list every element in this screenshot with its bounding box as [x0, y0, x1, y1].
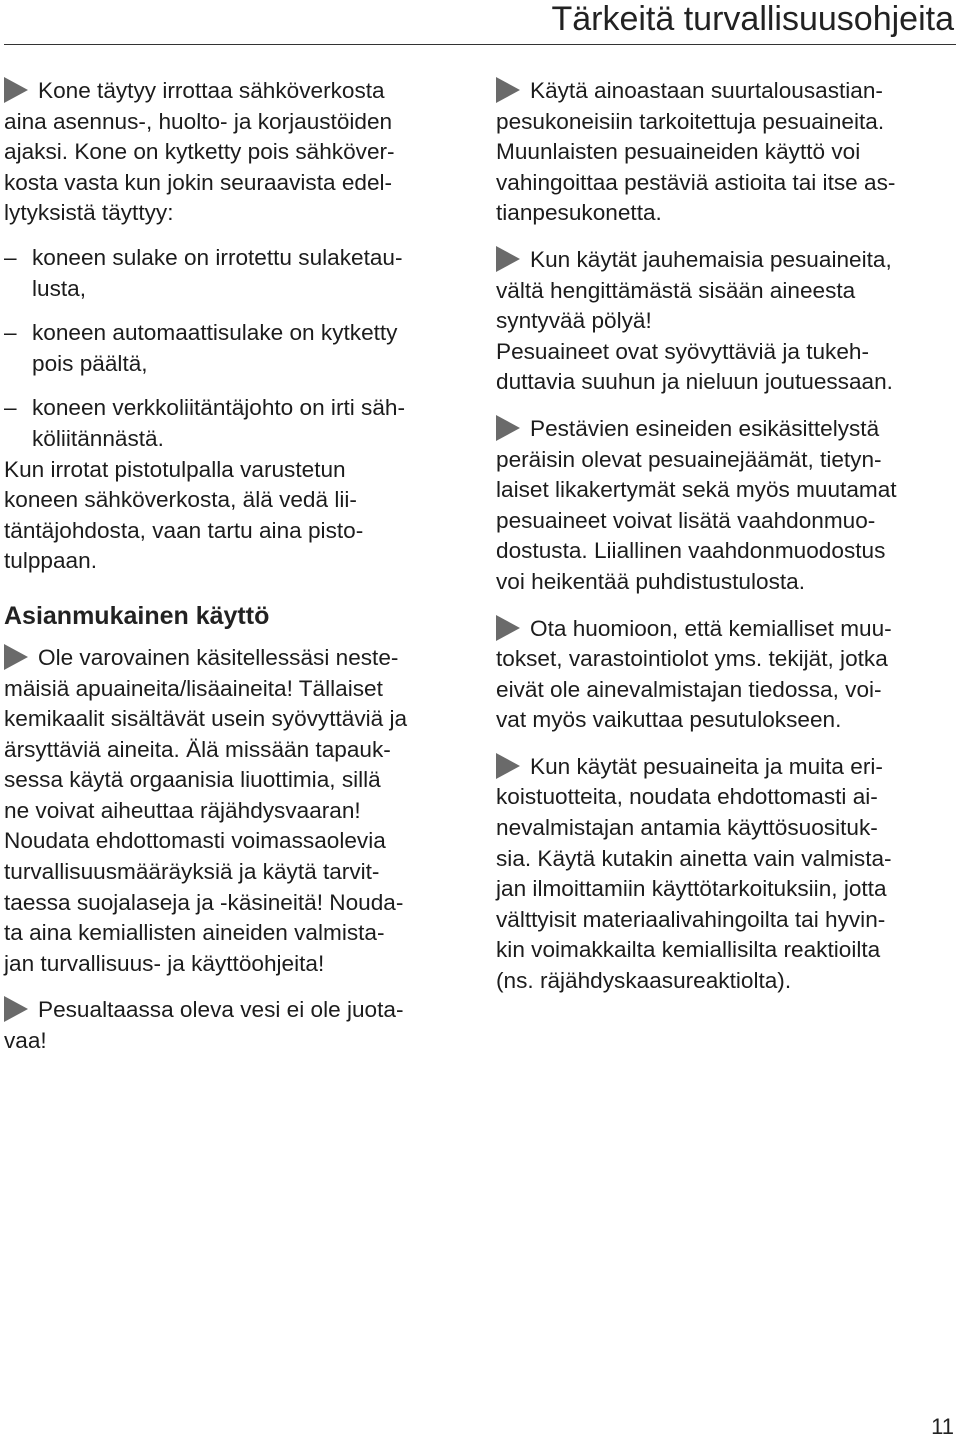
spacer — [4, 979, 466, 995]
dash-marker: – — [4, 244, 17, 270]
list-item-text: koneen automaattisulake on kytketty pois päältä, — [32, 320, 398, 376]
paragraph-water — [4, 995, 466, 1056]
paragraph-chemicals — [4, 643, 466, 980]
page-title: Tärkeitä turvallisuusohjeita — [551, 0, 954, 38]
paragraph-detergents — [496, 76, 958, 229]
list-item-text: koneen verkkoliitäntäjohto on irti säh- köliitännästä. — [32, 395, 406, 451]
right-column — [496, 76, 958, 997]
spacer — [496, 229, 958, 245]
arrow-right-triangle-icon — [4, 77, 28, 103]
arrow-right-triangle-icon — [4, 644, 28, 670]
paragraph-disconnect — [4, 76, 466, 229]
arrow-right-triangle-icon — [496, 615, 520, 641]
list-item — [4, 243, 466, 304]
paragraph-powder — [496, 245, 958, 337]
list-item-text: koneen sulake on irrotettu sulaketau- lusta, — [32, 244, 403, 301]
spacer — [496, 736, 958, 752]
spacer — [496, 398, 958, 414]
header-divider — [4, 44, 956, 45]
section-heading: Asianmukainen käyttö — [4, 601, 270, 630]
paragraph-foam — [496, 414, 958, 598]
powder-text: Kun käytät jauhemaisia pesuaineita, vältä hengittämästä sisään aineesta syntyvää pölyä! — [496, 246, 892, 334]
foam-text: Pestävien esineiden esikäsittelystä peräisin olevat pesuainejäämät, tietyn- laiset likakertymät sekä myös muutamat pesuaineet voivat lisätä vaahdonmuo- dostusta. Liiallinen vaahdonmuodostus voi heikentää puhdistustulosta. — [496, 415, 897, 594]
arrow-right-triangle-icon — [496, 246, 520, 272]
page-number: 11 — [931, 1414, 954, 1439]
paragraph-changes — [496, 614, 958, 736]
disconnect-text: Kone täytyy irrottaa sähköverkosta aina asennus-, huolto- ja korjaustöiden ajaksi. Kone on kytketty pois sähköver- kosta vasta kun jokin seuraavista edel- lytyksistä täyttyy: — [4, 78, 395, 226]
arrow-right-triangle-icon — [496, 77, 520, 103]
chemicals-text: Ole varovainen käsitellessäsi neste- mäisiä apuaineita/lisäaineita! Tällaiset kemikaalit sisältävät usein syövyttäviä ja ärsyttäviä aineita. Älä missään tapauk- sessa käytä orgaanisia liuottimia, sillä ne voivat aiheuttaa räjähdysvaaran! Noudata ehdottomasti voimassaolevia turvallisuusmääräyksiä ja käytä tarvit- taessa suojalaseja ja -käsineitä! Nouda- ta aina kemiallisten aineiden valmista- jan turvallisuus- ja käyttöohjeita! — [4, 644, 408, 976]
water-text: Pesualtaassa oleva vesi ei ole juota- vaa! — [4, 997, 404, 1054]
dash-marker: – — [4, 395, 17, 421]
detergents-text: Käytä ainoastaan suurtalousastian- pesukoneisiin tarkoitettuja pesuaineita. Muunlaisten pesuaineiden käyttö voi vahingoittaa pestäviä astioita tai itse as- tianpesukonetta. — [496, 78, 896, 226]
list-item — [4, 393, 466, 454]
arrow-right-triangle-icon — [496, 415, 520, 441]
left-column — [4, 76, 466, 1057]
paragraph-special-products — [496, 752, 958, 997]
list-item — [4, 318, 466, 379]
changes-text: Ota huomioon, että kemialliset muu- tokset, varastointiolot yms. tekijät, jotka eivät ole ainevalmistajan tiedossa, voi- vat myös vaikuttaa pesutulokseen. — [496, 615, 892, 733]
paragraph-plug: Kun irrotat pistotulpalla varustetun koneen sähköverkosta, älä vedä lii- täntäjohdosta, vaan tartu aina pisto- tulppaan. — [4, 456, 364, 574]
dash-marker: – — [4, 320, 17, 346]
arrow-right-triangle-icon — [496, 753, 520, 779]
spacer — [496, 598, 958, 614]
arrow-right-triangle-icon — [4, 996, 28, 1022]
special-products-text: Kun käytät pesuaineita ja muita eri- koistuotteita, noudata ehdottomasti ai- nevalmistajan antamia käyttösuosituk- sia. Käytä kutakin ainetta vain valmista- jan ilmoittamiin käyttötarkoituksiin, jotta välttyisit materiaalivahingoilta tai hyvin- kin voimakkailta kemiallisilta reaktioilta (ns. räjähdyskaasureaktiolta). — [496, 753, 892, 994]
paragraph-corrosive: Pesuaineet ovat syövyttäviä ja tukeh- duttavia suuhun ja nieluun joutuessaan. — [496, 338, 893, 395]
